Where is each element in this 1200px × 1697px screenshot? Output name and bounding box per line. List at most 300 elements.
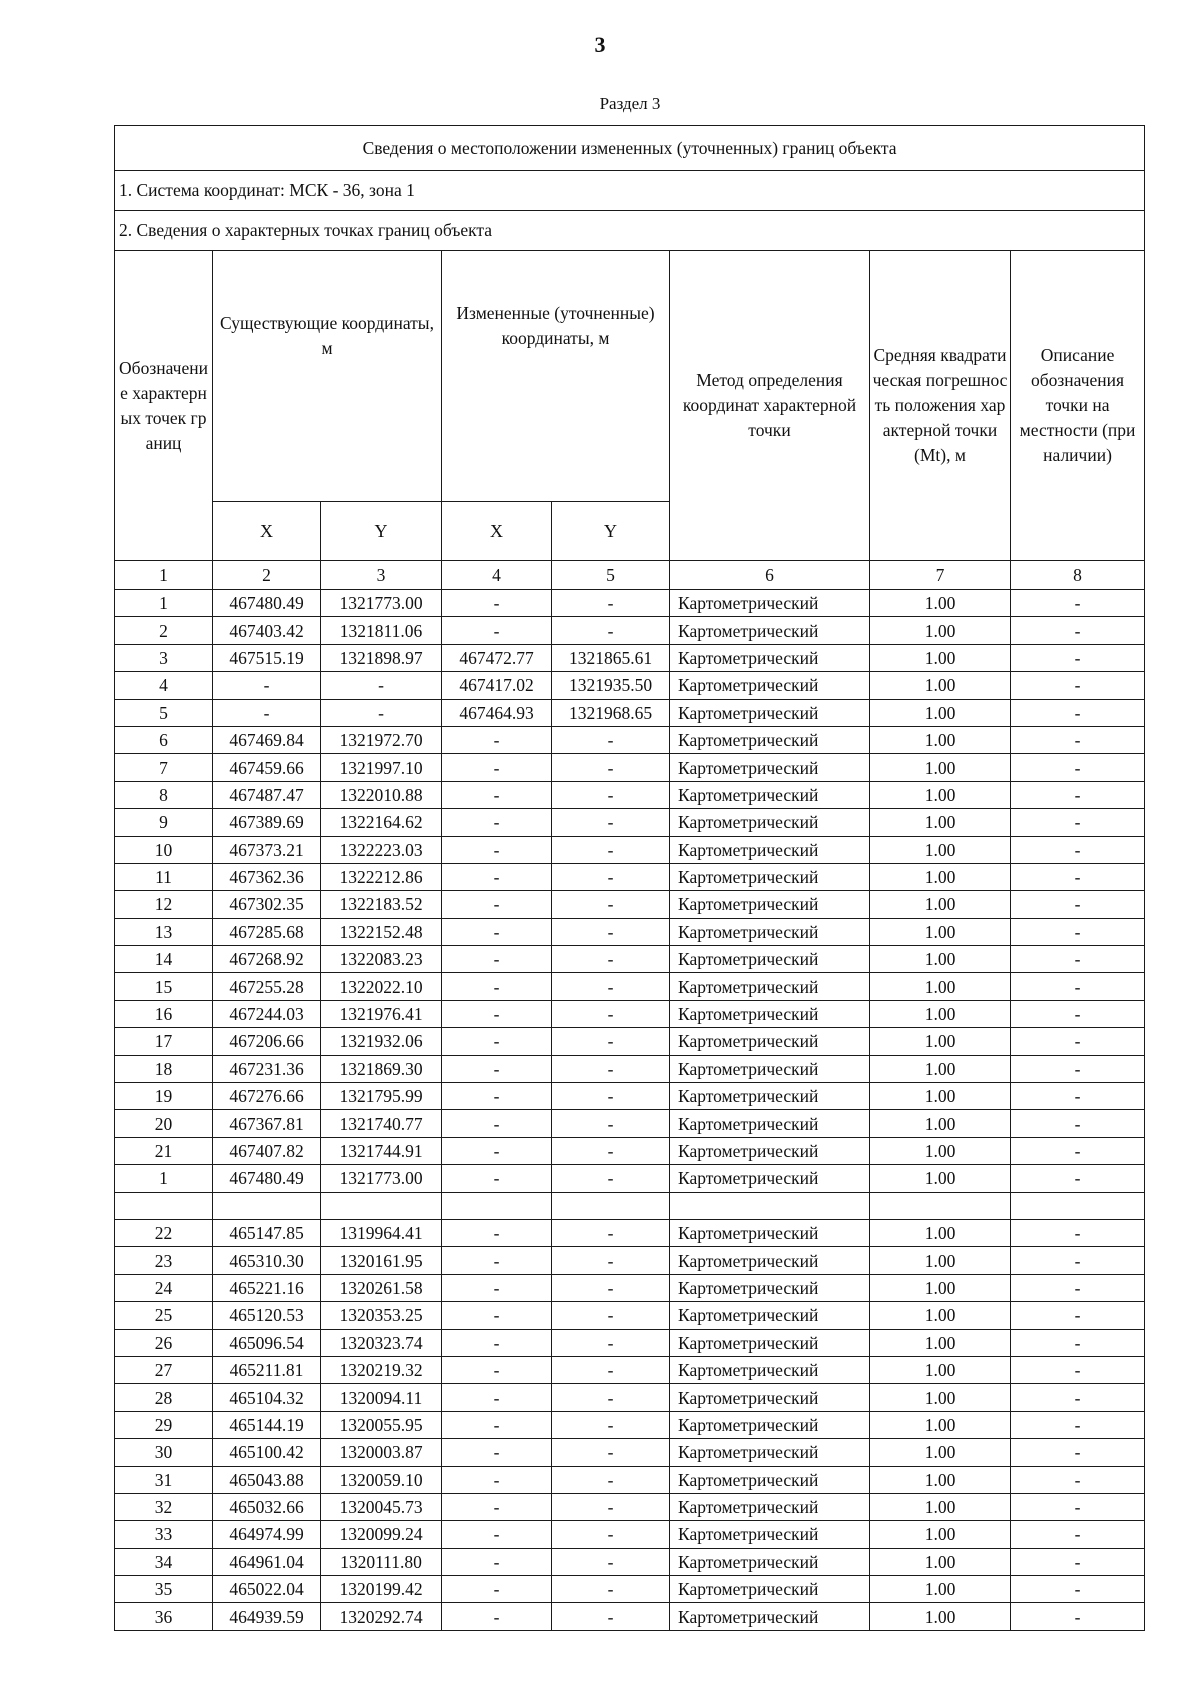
point-number-cell: 9 [115, 809, 213, 836]
method-cell: Картометрический [670, 1603, 870, 1630]
method-cell: Картометрический [670, 1521, 870, 1548]
description-cell: - [1011, 1384, 1145, 1411]
point-number-cell: 21 [115, 1137, 213, 1164]
error-cell: 1.00 [870, 1083, 1011, 1110]
existing-x-cell: 465144.19 [213, 1411, 321, 1438]
table-row [115, 918, 1145, 945]
error-cell: 1.00 [870, 754, 1011, 781]
changed-x-cell: 467472.77 [442, 644, 552, 671]
point-number-cell: 24 [115, 1274, 213, 1301]
existing-x-cell: 467231.36 [213, 1055, 321, 1082]
table-row [115, 1548, 1145, 1575]
changed-x-cell: - [442, 1165, 552, 1192]
table-row [115, 1165, 1145, 1192]
column-numbers-row [115, 561, 1145, 590]
error-cell: 1.00 [870, 1028, 1011, 1055]
table-row [115, 946, 1145, 973]
point-number-cell: 6 [115, 726, 213, 753]
point-number-cell: 3 [115, 644, 213, 671]
point-number-cell: 8 [115, 781, 213, 808]
coordinate-system: 1. Система координат: МСК - 36, зона 1 [115, 171, 1145, 211]
method-cell: Картометрический [670, 672, 870, 699]
description-cell: - [1011, 1219, 1145, 1246]
error-cell: 1.00 [870, 809, 1011, 836]
existing-x-cell: 467206.66 [213, 1028, 321, 1055]
method-cell: Картометрический [670, 1302, 870, 1329]
existing-y-cell: 1320199.42 [321, 1576, 442, 1603]
column-number: 2 [213, 561, 321, 590]
existing-x-cell: 467480.49 [213, 590, 321, 617]
error-cell: 1.00 [870, 1219, 1011, 1246]
method-cell: Картометрический [670, 1466, 870, 1493]
changed-x-cell: - [442, 1329, 552, 1356]
point-number-cell: 19 [115, 1083, 213, 1110]
existing-y-cell: 1320099.24 [321, 1521, 442, 1548]
point-number-cell: 36 [115, 1603, 213, 1630]
description-cell: - [1011, 973, 1145, 1000]
changed-x-cell: - [442, 918, 552, 945]
existing-y-cell: 1322083.23 [321, 946, 442, 973]
existing-x-cell: 467255.28 [213, 973, 321, 1000]
description-cell: - [1011, 1137, 1145, 1164]
error-cell: 1.00 [870, 1274, 1011, 1301]
col-method-header: Метод определения координат характерной точки [670, 251, 870, 561]
existing-y-cell: 1320161.95 [321, 1247, 442, 1274]
error-cell: 1.00 [870, 726, 1011, 753]
method-cell: Картометрический [670, 754, 870, 781]
existing-x-cell: - [213, 699, 321, 726]
existing-y-cell: 1322212.86 [321, 863, 442, 890]
existing-x-cell: 465211.81 [213, 1356, 321, 1383]
existing-x-cell: 465310.30 [213, 1247, 321, 1274]
existing-x-cell: 465120.53 [213, 1302, 321, 1329]
error-cell: 1.00 [870, 973, 1011, 1000]
changed-x-cell: - [442, 1576, 552, 1603]
existing-y-cell: 1321811.06 [321, 617, 442, 644]
changed-y-cell [552, 1192, 670, 1219]
changed-x-cell: - [442, 590, 552, 617]
error-cell: 1.00 [870, 946, 1011, 973]
changed-x-cell: - [442, 1521, 552, 1548]
error-cell: 1.00 [870, 1247, 1011, 1274]
point-number-cell: 33 [115, 1521, 213, 1548]
existing-x-cell: 467389.69 [213, 809, 321, 836]
description-cell: - [1011, 1493, 1145, 1520]
description-cell: - [1011, 726, 1145, 753]
error-cell: 1.00 [870, 1110, 1011, 1137]
error-cell: 1.00 [870, 1521, 1011, 1548]
description-cell: - [1011, 918, 1145, 945]
changed-x-cell: - [442, 1466, 552, 1493]
column-number: 5 [552, 561, 670, 590]
description-cell: - [1011, 1356, 1145, 1383]
point-number-cell: 35 [115, 1576, 213, 1603]
point-number-cell: 10 [115, 836, 213, 863]
point-number-cell: 4 [115, 672, 213, 699]
existing-y-cell: 1321740.77 [321, 1110, 442, 1137]
table-row [115, 754, 1145, 781]
method-cell: Картометрический [670, 1548, 870, 1575]
changed-x-cell: - [442, 1219, 552, 1246]
changed-y-cell: - [552, 1521, 670, 1548]
changed-y-cell: - [552, 1411, 670, 1438]
existing-y-cell: 1321869.30 [321, 1055, 442, 1082]
changed-x-cell: - [442, 1384, 552, 1411]
col-existing-header: Существующие координаты, м [213, 251, 442, 502]
table-row [115, 1466, 1145, 1493]
changed-x-cell: - [442, 863, 552, 890]
existing-x-cell: 465022.04 [213, 1576, 321, 1603]
changed-y-cell: - [552, 1548, 670, 1575]
table-row [115, 863, 1145, 890]
changed-y-cell: - [552, 1384, 670, 1411]
method-cell: Картометрический [670, 946, 870, 973]
changed-y-cell: - [552, 617, 670, 644]
page-number: 3 [594, 32, 606, 57]
existing-x-cell: 467515.19 [213, 644, 321, 671]
changed-y-cell: - [552, 1137, 670, 1164]
changed-x-cell: - [442, 1083, 552, 1110]
point-number-cell: 14 [115, 946, 213, 973]
changed-y-cell: 1321935.50 [552, 672, 670, 699]
method-cell: Картометрический [670, 973, 870, 1000]
table-row [115, 1137, 1145, 1164]
table-row [115, 1055, 1145, 1082]
description-cell: - [1011, 1110, 1145, 1137]
method-cell: Картометрический [670, 617, 870, 644]
changed-x-cell: - [442, 617, 552, 644]
method-cell: Картометрический [670, 1384, 870, 1411]
existing-y-cell: 1320292.74 [321, 1603, 442, 1630]
error-cell: 1.00 [870, 1439, 1011, 1466]
table-row [115, 1439, 1145, 1466]
point-number-cell: 29 [115, 1411, 213, 1438]
existing-x-cell: 465100.42 [213, 1439, 321, 1466]
description-cell: - [1011, 1521, 1145, 1548]
error-cell: 1.00 [870, 781, 1011, 808]
point-number-cell: 17 [115, 1028, 213, 1055]
description-cell: - [1011, 1247, 1145, 1274]
point-number-cell: 26 [115, 1329, 213, 1356]
method-cell: Картометрический [670, 1411, 870, 1438]
point-number-cell: 20 [115, 1110, 213, 1137]
point-number-cell: 27 [115, 1356, 213, 1383]
table-row [115, 699, 1145, 726]
method-cell: Картометрический [670, 918, 870, 945]
changed-y-cell: - [552, 1165, 670, 1192]
method-cell: Картометрический [670, 1028, 870, 1055]
method-cell: Картометрический [670, 781, 870, 808]
table-row [115, 973, 1145, 1000]
point-number-cell: 2 [115, 617, 213, 644]
existing-x-cell: 465221.16 [213, 1274, 321, 1301]
changed-x-cell: 467464.93 [442, 699, 552, 726]
table-row [115, 590, 1145, 617]
method-cell: Картометрический [670, 891, 870, 918]
point-number-cell: 5 [115, 699, 213, 726]
existing-x-cell: 467469.84 [213, 726, 321, 753]
existing-y-cell: 1321773.00 [321, 590, 442, 617]
changed-y-cell: - [552, 1329, 670, 1356]
col-designation-header: Обозначение характерных точек границ [115, 251, 213, 561]
changed-x-cell: - [442, 1439, 552, 1466]
existing-x-cell: 467459.66 [213, 754, 321, 781]
point-number-cell: 32 [115, 1493, 213, 1520]
col-changed-y-header: Y [552, 502, 670, 561]
table-row [115, 1274, 1145, 1301]
changed-y-cell: - [552, 1110, 670, 1137]
changed-x-cell: - [442, 1493, 552, 1520]
table-row [115, 1329, 1145, 1356]
col-error-header: Средняя квадратическая погрешность положения характерной точки (Mt), м [870, 251, 1011, 561]
error-cell: 1.00 [870, 672, 1011, 699]
existing-y-cell: 1321795.99 [321, 1083, 442, 1110]
existing-x-cell: 467403.42 [213, 617, 321, 644]
method-cell: Картометрический [670, 1165, 870, 1192]
method-cell: Картометрический [670, 699, 870, 726]
changed-y-cell: - [552, 1493, 670, 1520]
col-existing-y-header: Y [321, 502, 442, 561]
existing-y-cell: 1320059.10 [321, 1466, 442, 1493]
existing-x-cell: 467407.82 [213, 1137, 321, 1164]
error-cell: 1.00 [870, 1576, 1011, 1603]
column-number: 4 [442, 561, 552, 590]
description-cell: - [1011, 1466, 1145, 1493]
table-row [115, 672, 1145, 699]
existing-x-cell: 467480.49 [213, 1165, 321, 1192]
column-number: 6 [670, 561, 870, 590]
description-cell: - [1011, 1548, 1145, 1575]
method-cell: Картометрический [670, 1439, 870, 1466]
description-cell: - [1011, 699, 1145, 726]
table-row [115, 891, 1145, 918]
description-cell: - [1011, 891, 1145, 918]
changed-x-cell: - [442, 1247, 552, 1274]
method-cell: Картометрический [670, 1083, 870, 1110]
changed-x-cell: - [442, 1356, 552, 1383]
method-cell: Картометрический [670, 590, 870, 617]
table-row [115, 644, 1145, 671]
existing-y-cell: 1320045.73 [321, 1493, 442, 1520]
method-cell: Картометрический [670, 1274, 870, 1301]
points-section-header: 2. Сведения о характерных точках границ объекта [115, 211, 1145, 251]
table-title: Сведения о местоположении измененных (уточненных) границ объекта [115, 126, 1145, 171]
description-cell: - [1011, 1439, 1145, 1466]
error-cell: 1.00 [870, 1302, 1011, 1329]
point-number-cell: 1 [115, 1165, 213, 1192]
col-changed-header: Измененные (уточненные) координаты, м [442, 251, 670, 502]
changed-x-cell: - [442, 946, 552, 973]
error-cell: 1.00 [870, 1137, 1011, 1164]
existing-y-cell: 1320219.32 [321, 1356, 442, 1383]
existing-x-cell: 467285.68 [213, 918, 321, 945]
changed-y-cell: 1321968.65 [552, 699, 670, 726]
description-cell: - [1011, 946, 1145, 973]
changed-y-cell: - [552, 809, 670, 836]
method-cell: Картометрический [670, 809, 870, 836]
existing-y-cell: 1321773.00 [321, 1165, 442, 1192]
changed-x-cell: - [442, 1055, 552, 1082]
error-cell: 1.00 [870, 699, 1011, 726]
existing-x-cell: 465032.66 [213, 1493, 321, 1520]
error-cell [870, 1192, 1011, 1219]
changed-y-cell: - [552, 1356, 670, 1383]
point-number-cell: 23 [115, 1247, 213, 1274]
changed-y-cell: - [552, 1466, 670, 1493]
changed-x-cell: - [442, 891, 552, 918]
description-cell: - [1011, 1576, 1145, 1603]
table-row [115, 1110, 1145, 1137]
existing-x-cell: 465147.85 [213, 1219, 321, 1246]
column-number: 8 [1011, 561, 1145, 590]
column-number: 3 [321, 561, 442, 590]
existing-x-cell: 467367.81 [213, 1110, 321, 1137]
description-cell: - [1011, 1329, 1145, 1356]
changed-y-cell: - [552, 1028, 670, 1055]
changed-y-cell: - [552, 590, 670, 617]
error-cell: 1.00 [870, 918, 1011, 945]
existing-x-cell: 467268.92 [213, 946, 321, 973]
existing-y-cell: 1322223.03 [321, 836, 442, 863]
point-number-cell: 22 [115, 1219, 213, 1246]
table-row [115, 1493, 1145, 1520]
changed-x-cell: - [442, 1302, 552, 1329]
existing-y-cell: 1322183.52 [321, 891, 442, 918]
changed-x-cell: - [442, 1411, 552, 1438]
table-row [115, 1247, 1145, 1274]
changed-y-cell: - [552, 1603, 670, 1630]
boundary-points-table [114, 125, 1145, 1631]
table-row [115, 1302, 1145, 1329]
table-row [115, 1192, 1145, 1219]
changed-y-cell: - [552, 946, 670, 973]
error-cell: 1.00 [870, 1000, 1011, 1027]
error-cell: 1.00 [870, 1329, 1011, 1356]
existing-x-cell: 467487.47 [213, 781, 321, 808]
existing-x-cell: 467302.35 [213, 891, 321, 918]
error-cell: 1.00 [870, 1466, 1011, 1493]
error-cell: 1.00 [870, 1384, 1011, 1411]
point-number-cell [115, 1192, 213, 1219]
changed-y-cell: - [552, 1055, 670, 1082]
existing-y-cell: 1321976.41 [321, 1000, 442, 1027]
changed-x-cell: - [442, 1274, 552, 1301]
changed-x-cell: - [442, 1603, 552, 1630]
table-row [115, 809, 1145, 836]
method-cell: Картометрический [670, 644, 870, 671]
existing-y-cell: 1322010.88 [321, 781, 442, 808]
error-cell: 1.00 [870, 1411, 1011, 1438]
description-cell: - [1011, 1028, 1145, 1055]
point-number-cell: 16 [115, 1000, 213, 1027]
changed-y-cell: - [552, 1274, 670, 1301]
section-label: Раздел 3 [599, 94, 661, 113]
point-number-cell: 1 [115, 590, 213, 617]
existing-x-cell: 467276.66 [213, 1083, 321, 1110]
existing-y-cell: 1321744.91 [321, 1137, 442, 1164]
existing-y-cell: 1321932.06 [321, 1028, 442, 1055]
description-cell: - [1011, 781, 1145, 808]
table-row [115, 1411, 1145, 1438]
error-cell: 1.00 [870, 863, 1011, 890]
description-cell: - [1011, 1055, 1145, 1082]
existing-y-cell [321, 1192, 442, 1219]
point-number-cell: 31 [115, 1466, 213, 1493]
changed-y-cell: - [552, 863, 670, 890]
changed-y-cell: - [552, 726, 670, 753]
error-cell: 1.00 [870, 590, 1011, 617]
existing-x-cell: 467244.03 [213, 1000, 321, 1027]
existing-x-cell: 464961.04 [213, 1548, 321, 1575]
description-cell: - [1011, 1083, 1145, 1110]
col-existing-x-header: X [213, 502, 321, 561]
table-row [115, 1356, 1145, 1383]
existing-x-cell: 465096.54 [213, 1329, 321, 1356]
existing-y-cell: - [321, 699, 442, 726]
method-cell: Картометрический [670, 1329, 870, 1356]
point-number-cell: 11 [115, 863, 213, 890]
changed-y-cell: - [552, 1439, 670, 1466]
column-number: 7 [870, 561, 1011, 590]
method-cell: Картометрический [670, 1356, 870, 1383]
point-number-cell: 30 [115, 1439, 213, 1466]
method-cell [670, 1192, 870, 1219]
existing-y-cell: 1320323.74 [321, 1329, 442, 1356]
col-changed-x-header: X [442, 502, 552, 561]
point-number-cell: 18 [115, 1055, 213, 1082]
point-number-cell: 15 [115, 973, 213, 1000]
existing-y-cell: 1322022.10 [321, 973, 442, 1000]
existing-y-cell: 1320094.11 [321, 1384, 442, 1411]
changed-x-cell: - [442, 1000, 552, 1027]
table-row [115, 1603, 1145, 1630]
changed-y-cell: - [552, 1302, 670, 1329]
error-cell: 1.00 [870, 1356, 1011, 1383]
method-cell: Картометрический [670, 1247, 870, 1274]
table-row [115, 1000, 1145, 1027]
column-number: 1 [115, 561, 213, 590]
changed-y-cell: - [552, 1576, 670, 1603]
description-cell: - [1011, 644, 1145, 671]
changed-x-cell: - [442, 1028, 552, 1055]
point-number-cell: 13 [115, 918, 213, 945]
point-number-cell: 28 [115, 1384, 213, 1411]
existing-y-cell: 1321898.97 [321, 644, 442, 671]
existing-x-cell: 465104.32 [213, 1384, 321, 1411]
changed-y-cell: - [552, 891, 670, 918]
point-number-cell: 12 [115, 891, 213, 918]
changed-x-cell: - [442, 973, 552, 1000]
method-cell: Картометрический [670, 1576, 870, 1603]
description-cell: - [1011, 863, 1145, 890]
method-cell: Картометрический [670, 726, 870, 753]
existing-x-cell: 467373.21 [213, 836, 321, 863]
changed-x-cell [442, 1192, 552, 1219]
existing-y-cell: 1322164.62 [321, 809, 442, 836]
existing-y-cell: 1321972.70 [321, 726, 442, 753]
description-cell: - [1011, 809, 1145, 836]
description-cell: - [1011, 1411, 1145, 1438]
changed-y-cell: - [552, 1083, 670, 1110]
existing-y-cell: 1321997.10 [321, 754, 442, 781]
description-cell: - [1011, 672, 1145, 699]
table-row [115, 1576, 1145, 1603]
table-row [115, 1521, 1145, 1548]
existing-x-cell: 464939.59 [213, 1603, 321, 1630]
description-cell: - [1011, 1274, 1145, 1301]
method-cell: Картометрический [670, 836, 870, 863]
table-row [115, 1384, 1145, 1411]
